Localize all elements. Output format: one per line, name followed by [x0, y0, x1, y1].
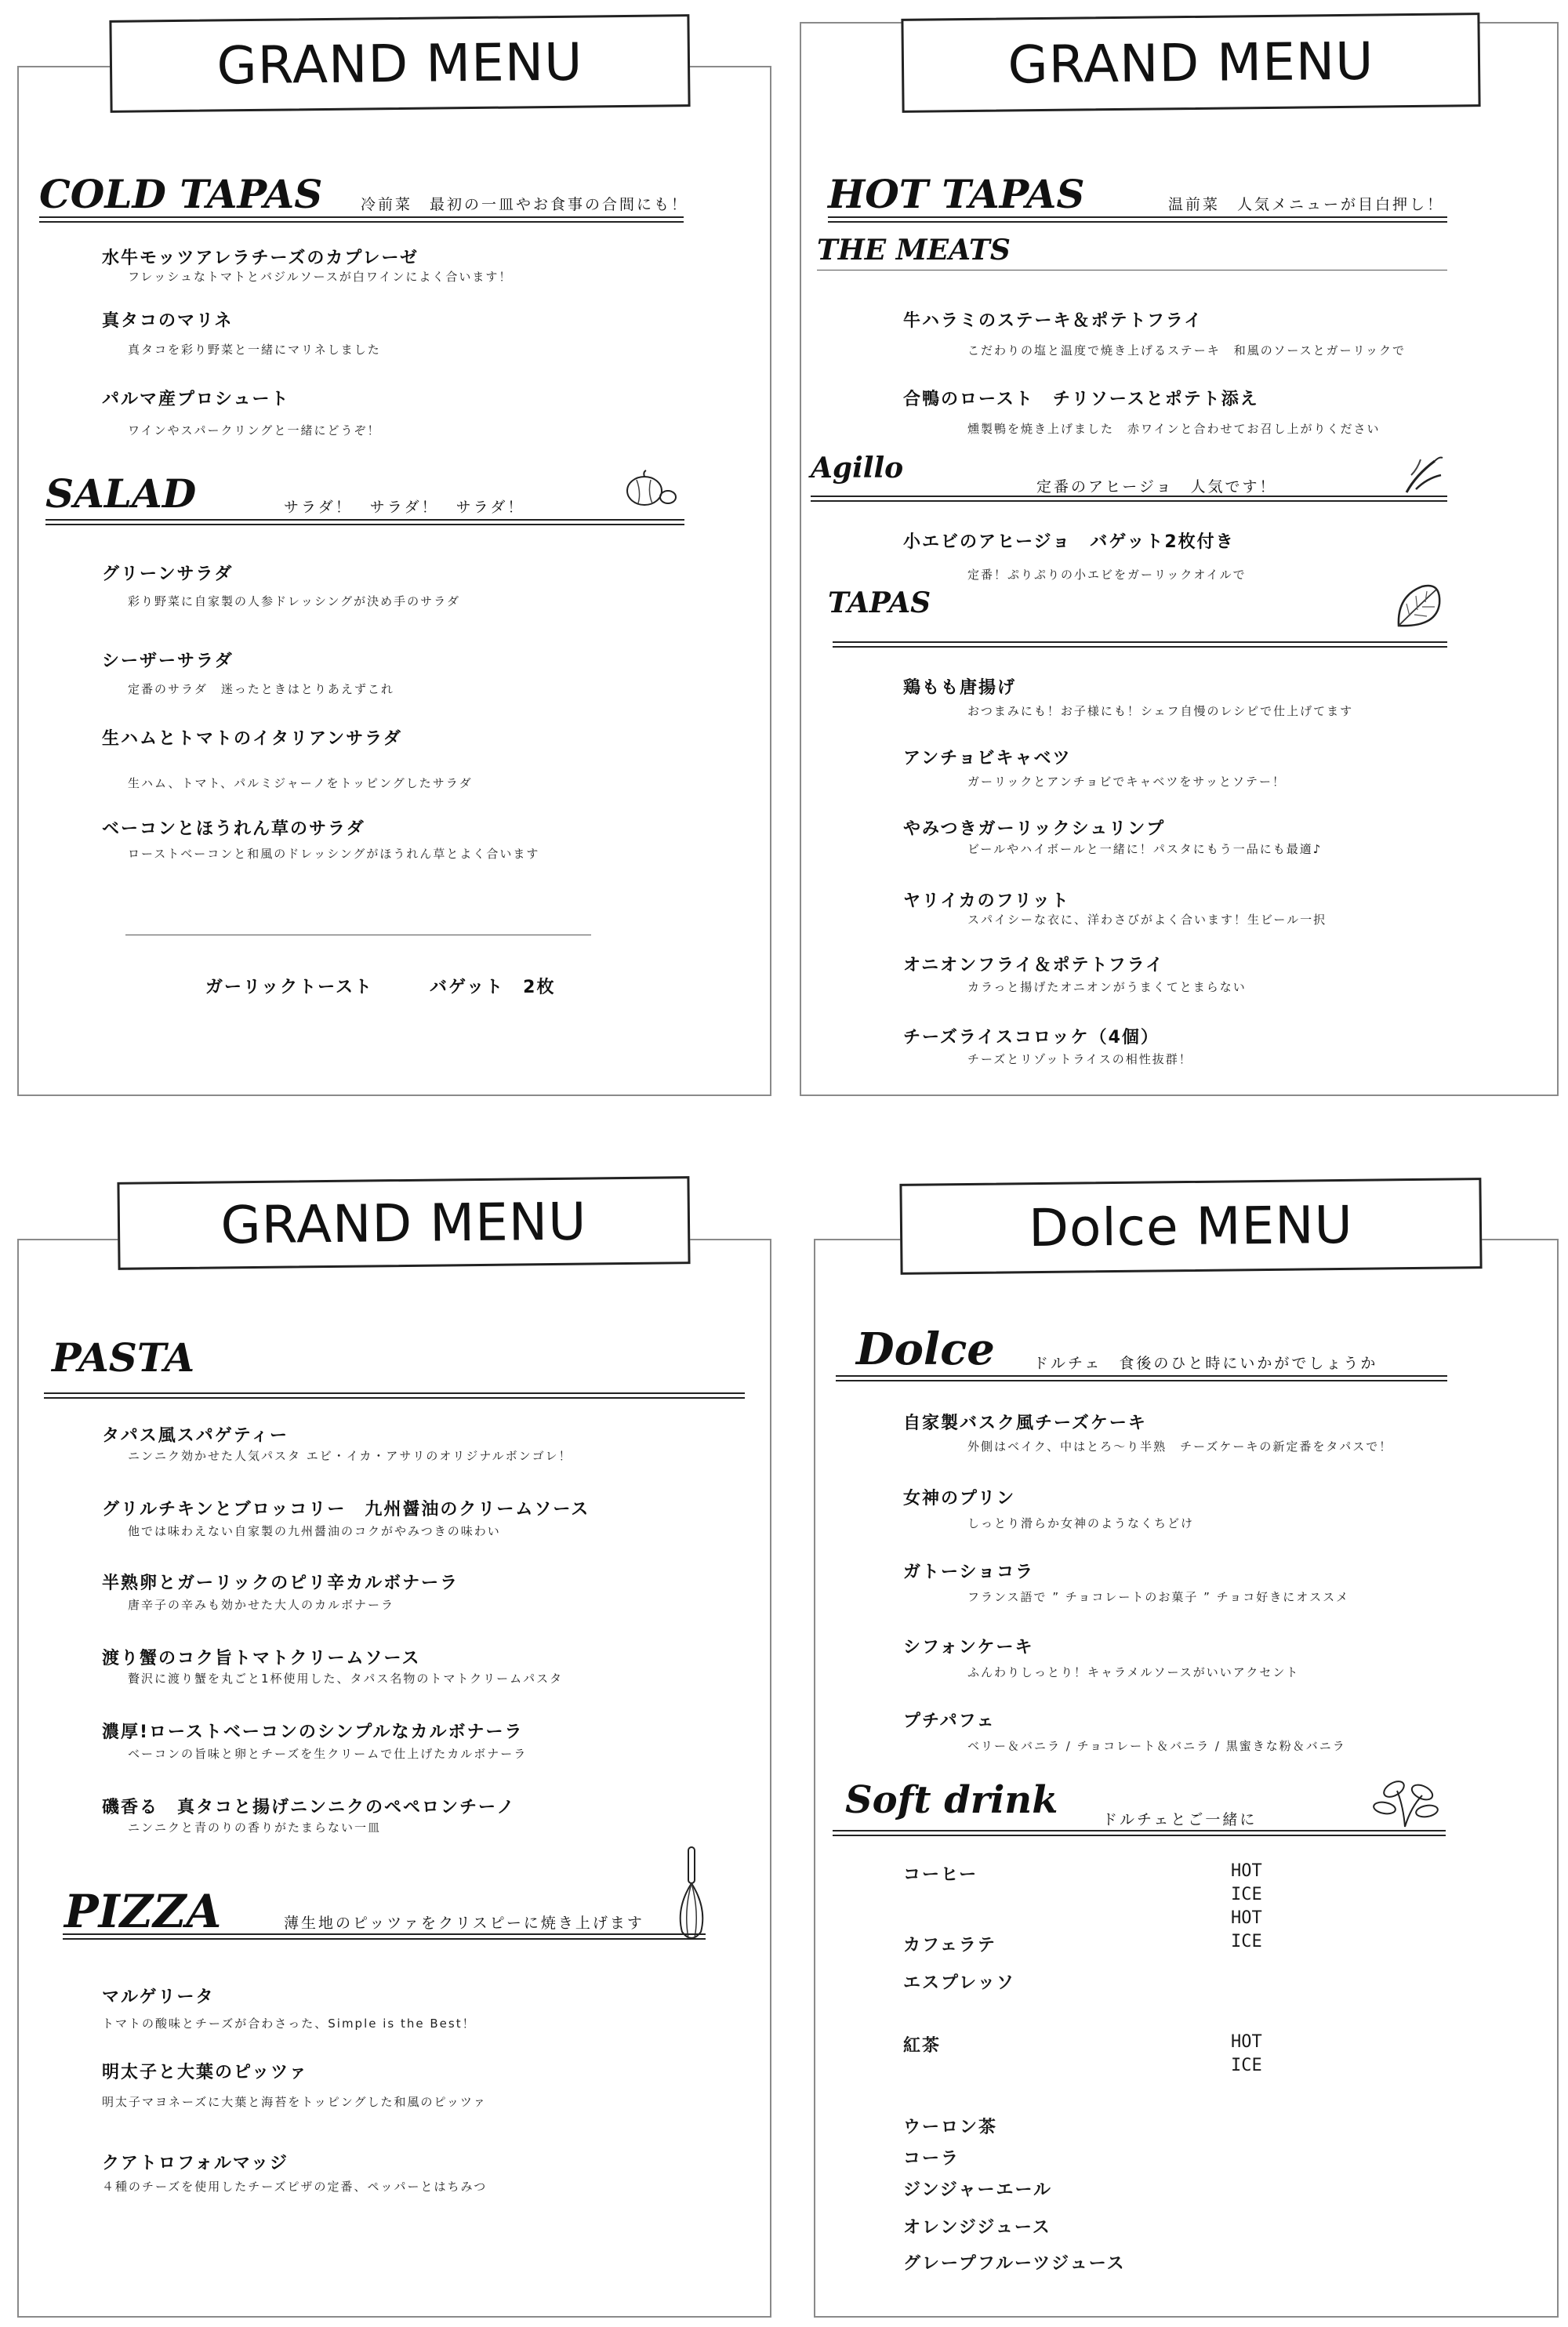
section-tagline-cold-tapas: 冷前菜 最初の一皿やお食事の合間にも！	[361, 196, 689, 213]
drink-option: ICE	[1231, 1932, 1262, 1951]
drink-item: エスプレッソ	[903, 1973, 1015, 1993]
page-title-4: Dolce MENU	[899, 1178, 1482, 1275]
menu-item-desc: ニンニクと青のりの香りがたまらない一皿	[128, 1821, 382, 1835]
divider-double	[833, 641, 1447, 648]
divider-double	[836, 1375, 1447, 1381]
menu-item-name: 女神のプリン	[903, 1489, 1016, 1508]
section-title-pasta: PASTA	[52, 1334, 195, 1381]
menu-item-name: やみつきガーリックシュリンプ	[903, 819, 1166, 839]
menu-item-desc: ローストベーコンと和風のドレッシングがほうれん草とよく合います	[128, 847, 540, 861]
menu-item-desc: 定番のサラダ 迷ったときはとりあえずこれ	[128, 682, 394, 696]
menu-item-name: ベーコンとほうれん草のサラダ	[102, 819, 365, 839]
divider-double	[63, 1933, 706, 1940]
menu-item-desc: ワインやスパークリングと一緒にどうぞ！	[128, 423, 381, 437]
menu-item-desc: 外側はベイク、中はとろ～り半熟 チーズケーキの新定番をタパスで！	[967, 1439, 1393, 1454]
divider-double	[44, 1392, 745, 1399]
menu-item-name: 水牛モッツアレラチーズのカプレーゼ	[102, 249, 419, 268]
menu-item-desc: ベーコンの旨味と卵とチーズを生クリームで仕上げたカルボナーラ	[128, 1747, 528, 1761]
drink-item: コーヒー	[903, 1865, 978, 1885]
drink-item: グレープフルーツジュース	[903, 2254, 1126, 2274]
menu-item-desc: こだわりの塩と温度で焼き上げるステーキ 和風のソースとガーリックで	[967, 343, 1406, 358]
page-title-3: GRAND MENU	[117, 1176, 690, 1270]
section-tagline-hot-tapas: 温前菜 人気メニューが目白押し！	[1168, 196, 1445, 213]
menu-item-name: 明太子と大葉のピッツァ	[102, 2063, 308, 2082]
menu-item-name: 濃厚!ローストベーコンのシンプルなカルボナーラ	[102, 1723, 524, 1742]
section-tagline-salad: サラダ！ サラダ！ サラダ！	[284, 499, 525, 516]
page-title-2: GRAND MENU	[901, 13, 1480, 113]
menu-item-desc: チーズとリゾットライスの相性抜群！	[967, 1052, 1192, 1066]
menu-item-name: グリーンサラダ	[102, 565, 234, 584]
menu-item-name: シフォンケーキ	[903, 1638, 1034, 1657]
menu-item-desc: 唐辛子の辛みも効かせた大人のカルボナーラ	[128, 1598, 395, 1612]
section-tagline-dolce: ドルチェ 食後のひと時にいかがでしょうか	[1033, 1355, 1378, 1372]
menu-item-desc: トマトの酸味とチーズが合わさった、Simple is the Best！	[102, 2017, 476, 2031]
menu-item-desc: ４種のチーズを使用したチーズピザの定番、ペッパーとはちみつ	[102, 2180, 488, 2194]
menu-item-desc: ニンニク効かせた人気パスタ エビ・イカ・アサリのオリジナルボンゴレ！	[128, 1449, 572, 1463]
section-tagline-pizza: 薄生地のピッツァをクリスピーに焼き上げます	[284, 1915, 644, 1932]
menu-item-desc: 定番！ぷりぷりの小エビをガーリックオイルで	[967, 568, 1247, 582]
footer-note-garlic-toast: ガーリックトースト バゲット 2枚	[205, 978, 556, 997]
garlic-illustration	[619, 469, 682, 513]
menu-item-name: ヤリイカのフリット	[903, 891, 1070, 911]
menu-item-desc: カラっと揚げたオニオンがうまくてとまらない	[967, 980, 1247, 994]
section-title-pizza: PIZZA	[64, 1885, 222, 1938]
section-title-soft-drink: Soft drink	[845, 1778, 1058, 1822]
section-title-cold-tapas: COLD TAPAS	[39, 171, 323, 217]
menu-item-name: クアトロフォルマッジ	[102, 2154, 289, 2173]
menu-item-desc: 真タコを彩り野菜と一緒にマリネしました	[128, 343, 381, 357]
menu-item-name: 自家製バスク風チーズケーキ	[903, 1414, 1147, 1433]
menu-item-desc: スパイシーな衣に、洋わさびがよく合います！生ビール一択	[967, 913, 1327, 927]
drink-option: HOT	[1231, 2032, 1262, 2052]
menu-item-name: 鶏もも唐揚げ	[903, 678, 1017, 698]
menu-item-name: 合鴨のロースト チリソースとポテト添え	[903, 390, 1259, 409]
menu-item-desc: ベリー＆バニラ / チョコレート＆バニラ / 黒蜜きな粉＆バニラ	[967, 1739, 1346, 1753]
menu-item-desc: フレッシュなトマトとバジルソースが白ワインによく合います！	[128, 270, 513, 284]
divider-double	[39, 216, 684, 223]
menu-item-desc: 生ハム、トマト、パルミジャーノをトッピングしたサラダ	[128, 776, 473, 790]
menu-item-name: プチパフェ	[903, 1712, 996, 1731]
menu-item-name: 小エビのアヒージョ バゲット2枚付き	[903, 532, 1235, 552]
drink-item: ウーロン茶	[903, 2118, 998, 2137]
menu-item-name: オニオンフライ＆ポテトフライ	[903, 956, 1165, 975]
drink-item: コーラ	[903, 2149, 960, 2169]
section-tagline-soft-drink: ドルチェとご一緒に	[1102, 1811, 1258, 1828]
menu-item-desc: 他では味わえない自家製の九州醤油のコクがやみつきの味わい	[128, 1524, 501, 1538]
menu-item-name: タパス風スパゲティー	[102, 1426, 289, 1446]
menu-item-name: シーザーサラダ	[102, 652, 234, 671]
menu-item-name: 真タコのマリネ	[102, 311, 234, 331]
menu-item-name: マルゲリータ	[102, 1988, 215, 2007]
menu-item-name: ガトーショコラ	[903, 1563, 1035, 1582]
drink-item: 紅茶	[903, 2036, 942, 2056]
section-title-hot-tapas: HOT TAPAS	[828, 171, 1085, 217]
menu-item-name: 半熟卵とガーリックのピリ辛カルボナーラ	[102, 1574, 459, 1593]
drink-item: ジンジャーエール	[903, 2180, 1053, 2200]
menu-item-desc: ガーリックとアンチョビでキャベツをサッとソテー！	[967, 775, 1287, 789]
drink-option: ICE	[1231, 2056, 1262, 2075]
divider-double	[811, 496, 1447, 502]
menu-item-name: パルマ産プロシュート	[102, 390, 290, 409]
divider-double	[45, 519, 684, 525]
menu-item-name: グリルチキンとブロッコリー 九州醤油のクリームソース	[102, 1500, 590, 1519]
herb-illustration	[1366, 1775, 1444, 1831]
leaf-illustration	[1391, 580, 1446, 637]
menu-item-desc: おつまみにも！お子様にも！シェフ自慢のレシピで仕上げてます	[967, 704, 1354, 718]
drink-item: カフェラテ	[903, 1936, 996, 1955]
menu-item-name: 生ハムとトマトのイタリアンサラダ	[102, 729, 402, 749]
menu-item-desc: しっとり滑らか女神のようなくちどけ	[967, 1516, 1195, 1530]
chili-illustration	[1400, 452, 1447, 499]
menu-item-desc: 燻製鴨を焼き上げました 赤ワインと合わせてお召し上がりください	[967, 422, 1381, 436]
divider-double	[828, 216, 1447, 223]
menu-item-desc: 彩り野菜に自家製の人参ドレッシングが決め手のサラダ	[128, 594, 461, 608]
section-title-salad: SALAD	[45, 470, 197, 517]
menu-item-name: チーズライスコロッケ（4個）	[903, 1028, 1160, 1047]
page-title-1: GRAND MENU	[109, 14, 690, 113]
menu-item-name: 磯香る 真タコと揚げニンニクのペペロンチーノ	[102, 1798, 516, 1817]
section-tagline-agillo: 定番のアヒージョ 人気です！	[1036, 478, 1277, 496]
menu-item-desc: 明太子マヨネーズに大葉と海苔をトッピングした和風のピッツァ	[102, 2095, 487, 2109]
menu-item-name: アンチョビキャベツ	[903, 749, 1072, 768]
drink-option: HOT	[1231, 1908, 1262, 1928]
menu-item-desc: ビールやハイボールと一緒に！パスタにもう一品にも最適♪	[967, 842, 1323, 856]
subsection-title-meats: THE MEATS	[817, 234, 1011, 267]
whisk-illustration	[674, 1846, 709, 1948]
menu-item-name: 牛ハラミのステーキ＆ポテトフライ	[903, 311, 1203, 331]
menu-item-name: 渡り蟹のコク旨トマトクリームソース	[102, 1649, 421, 1668]
menu-item-desc: ふんわりしっとり！キャラメルソースがいいアクセント	[967, 1665, 1300, 1679]
section-title-dolce: Dolce	[856, 1323, 995, 1375]
drink-item: オレンジジュース	[903, 2218, 1051, 2238]
divider-double	[833, 1830, 1446, 1836]
drink-option: ICE	[1231, 1885, 1262, 1904]
menu-item-desc: フランス語で ” チョコレートのお菓子 ” チョコ好きにオススメ	[967, 1590, 1350, 1604]
menu-item-desc: 贅沢に渡り蟹を丸ごと1杯使用した、タパス名物のトマトクリームパスタ	[128, 1672, 564, 1686]
subsection-title-agillo: Agillo	[811, 452, 904, 485]
subsection-title-tapas: TAPAS	[828, 586, 931, 619]
drink-option: HOT	[1231, 1861, 1262, 1881]
